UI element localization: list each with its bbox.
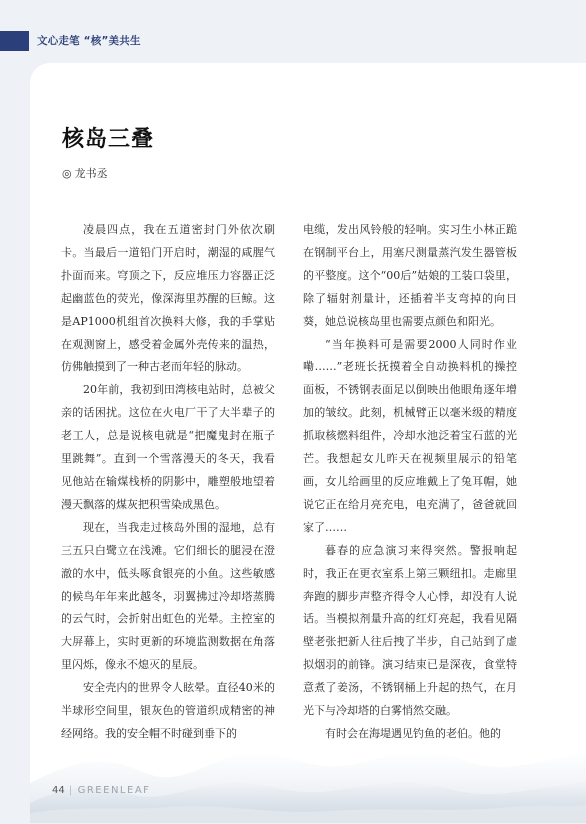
article-title: 核岛三叠 — [62, 127, 155, 152]
magazine-name: GREENLEAF — [77, 785, 151, 796]
byline — [62, 165, 108, 181]
paragraph: 现在，当我走过核岛外围的湿地，总有三五只白鹭立在浅滩。它们细长的腿浸在澄澈的水中，低头啄食银亮的小鱼。这些敏感的候鸟年年来此越冬，羽翼拂过冷却塔蒸腾的云气时，会折射出虹色的光晕。主控室的大屏幕上，实时更新的环境监测数据在角落里闪烁，像永不熄灭的星辰。 — [61, 520, 275, 672]
footer-separator: | — [68, 785, 74, 796]
left-column — [61, 219, 275, 746]
paragraph: 有时会在海堤遇见钓鱼的老伯。他的 — [325, 726, 501, 740]
page-number: 44 — [52, 785, 65, 796]
paragraph: 凌晨四点，我在五道密封门外依次刷卡。当最后一道铅门开启时，潮湿的咸腥气扑面而来。穹顶之下，反应堆压力容器正泛起幽蓝色的荧光，像深海里苏醒的巨鲸。这是AP1000机组首次换料大修，我的手掌贴在观测窗上，感受着金属外壳传来的温热，仿佛触摸到了一种古老而年轻的脉动。 — [61, 223, 275, 374]
ink-mountain-illustration — [30, 693, 586, 823]
section-color-block — [0, 31, 29, 51]
right-column — [303, 219, 517, 746]
section-label: 文心走笔 “核”美共生 — [37, 35, 141, 47]
byline-circle-icon: ◎ — [62, 167, 72, 180]
article-sheet — [30, 63, 586, 823]
paragraph: 暮春的应急演习来得突然。警报响起时，我正在更衣室系上第三颗纽扣。走廊里奔跑的脚步声整齐得令人心悸，却没有人说话。当模拟剂量升高的红灯亮起，我看见隔壁老张把新人往后拽了半步，自己站到了虚拟烟羽的前锋。演习结束已是深夜，食堂特意煮了姜汤，不锈钢桶上升起的热气，在月光下与冷却塔的白雾悄然交融。 — [303, 543, 517, 718]
paragraph: 20年前，我初到田湾核电站时，总被父亲的话困扰。这位在火电厂干了大半辈子的老工人，总是说核电就是“把魔鬼封在瓶子里跳舞”。直到一个雪落漫天的冬天，我看见他站在输煤栈桥的阴影中，雕塑般地望着漫天飘落的煤灰把积雪染成黑色。 — [61, 383, 275, 511]
paragraph: “当年换料可是需要2000人同时作业嘞……”老班长抚摸着全自动换料机的操控面板，不锈钢表面足以倒映出他眼角逐年增加的皱纹。此刻，机械臂正以毫米级的精度抓取核燃料组件，冷却水池泛着宝石蓝的光芒。我想起女儿昨天在视频里展示的铅笔画，女儿给画里的反应堆戴上了兔耳帽，她说它正在给月亮充电，电充满了，爸爸就回家了…… — [303, 337, 517, 534]
page-footer — [52, 785, 150, 796]
author-name: 龙书丞 — [74, 167, 108, 180]
paragraph-continuation: 电缆，发出风铃般的轻响。实习生小林正跪在钢制平台上，用塞尺测量蒸汽发生器管板的平整度。这个“00后”姑娘的工装口袋里，除了辐射剂量计，还插着半支弯掉的向日葵，她总说核岛里也需要点颜色和阳光。 — [303, 223, 517, 328]
top-band — [0, 0, 586, 62]
paragraph: 安全壳内的世界令人眩晕。直径40米的半球形空间里，银灰色的管道织成精密的神经网络。我的安全帽不时碰到垂下的 — [61, 681, 275, 740]
